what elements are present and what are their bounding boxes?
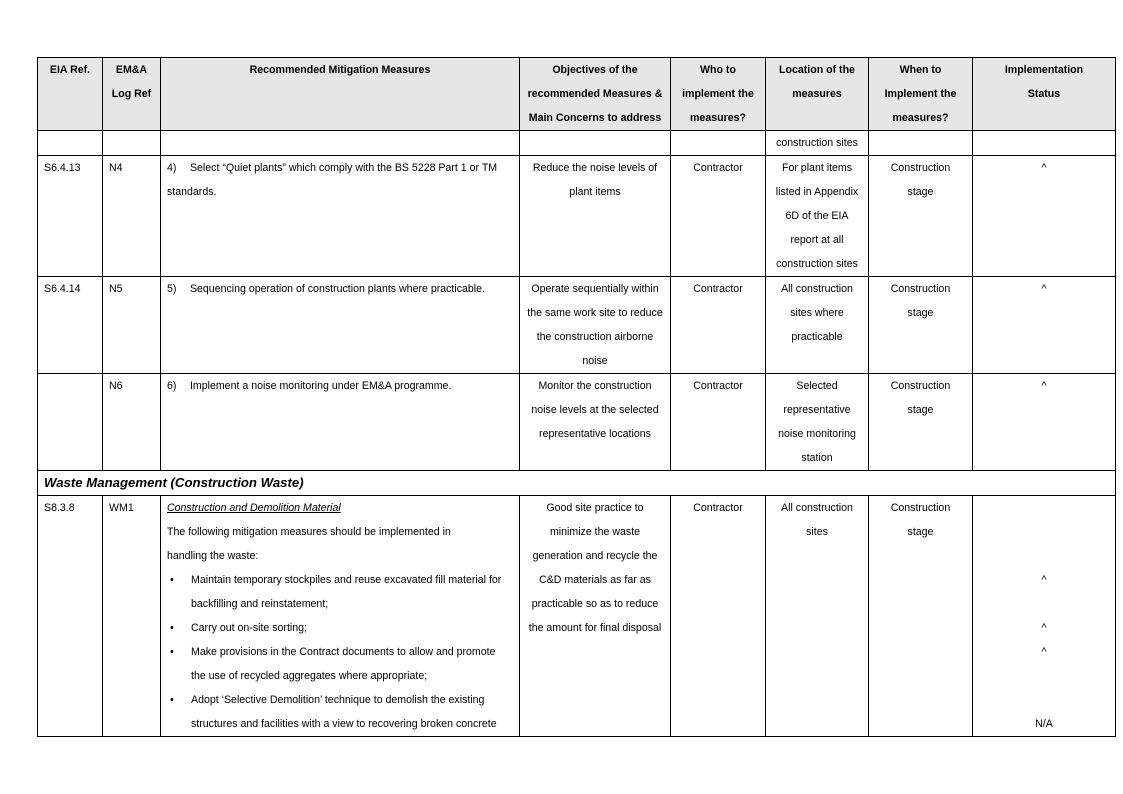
measure-cell: Construction and Demolition Material The following mitigation measures should be implemented in handling the waste: • Maintain temporary stockpiles and reuse excavated fill material for backfilling and reinstatement; • Carry out on-site sorting; • Make provisions in the Contract documents to allow and promote the use of recycled aggregates where appropriate; • Adopt ‘Selective Demolition’ technique to demolish the existing structures and facilities with a view to recovering broken concrete (161, 496, 520, 737)
eia-ref-cell: S6.4.13 (38, 156, 103, 277)
header-who: Who to implement the measures? (671, 58, 766, 131)
table-row (38, 496, 1116, 737)
status-cell: ^ (973, 277, 1116, 374)
table-row (38, 277, 1116, 374)
table-row (38, 131, 1116, 156)
log-ref-cell: N6 (103, 374, 161, 471)
header-row (38, 58, 1116, 131)
list-item: • Carry out on-site sorting; (170, 622, 307, 634)
log-ref-cell: N4 (103, 156, 161, 277)
when-cell: Construction stage (869, 496, 973, 737)
header-ema-log-ref: EM&A Log Ref (103, 58, 161, 131)
header-status: Implementation Status (973, 58, 1116, 131)
eia-ref-cell: S8.3.8 (38, 496, 103, 737)
who-cell: Contractor (671, 496, 766, 737)
eia-ref-cell: S6.4.14 (38, 277, 103, 374)
status-cell: ^ ^ ^ N/A (973, 496, 1116, 737)
who-cell: Contractor (671, 374, 766, 471)
measure-cell: 5) Sequencing operation of construction plants where practicable. (161, 277, 520, 374)
log-ref-cell: N5 (103, 277, 161, 374)
location-cell: For plant items listed in Appendix 6D of the EIA report at all construction sites (766, 156, 869, 277)
header-eia-ref: EIA Ref. (38, 58, 103, 131)
header-when: When to Implement the measures? (869, 58, 973, 131)
status-cell: ^ (973, 374, 1116, 471)
location-cell: Selected representative noise monitoring station (766, 374, 869, 471)
table-row (38, 156, 1116, 277)
header-mitigation-measures: Recommended Mitigation Measures (161, 58, 520, 131)
log-ref-cell: WM1 (103, 496, 161, 737)
status-cell: ^ (973, 156, 1116, 277)
location-cell: construction sites (766, 131, 869, 156)
table-row (38, 374, 1116, 471)
section-row (38, 471, 1116, 496)
who-cell: Contractor (671, 156, 766, 277)
header-objectives: Objectives of the recommended Measures & Main Concerns to address (520, 58, 671, 131)
list-item: • Adopt ‘Selective Demolition’ technique to demolish the existing (170, 694, 485, 706)
objective-cell: Reduce the noise levels of plant items (520, 156, 671, 277)
objective-cell: Operate sequentially within the same work site to reduce the construction airborne noise (520, 277, 671, 374)
header-location: Location of the measures (766, 58, 869, 131)
when-cell: Construction stage (869, 156, 973, 277)
objective-cell: Monitor the construction noise levels at the selected representative locations (520, 374, 671, 471)
mitigation-table (37, 57, 1116, 737)
who-cell: Contractor (671, 277, 766, 374)
eia-ref-cell (38, 374, 103, 471)
location-cell: All construction sites where practicable (766, 277, 869, 374)
objective-cell: Good site practice to minimize the waste generation and recycle the C&D materials as far as practicable so as to reduce the amount for final disposal (520, 496, 671, 737)
location-cell: All construction sites (766, 496, 869, 737)
measure-cell: 6) Implement a noise monitoring under EM&A programme. (161, 374, 520, 471)
section-heading: Waste Management (Construction Waste) (38, 471, 1116, 496)
when-cell: Construction stage (869, 277, 973, 374)
measure-subheading: Construction and Demolition Material (167, 502, 341, 514)
measure-cell: 4) Select “Quiet plants” which comply with the BS 5228 Part 1 or TM standards. (161, 156, 520, 277)
list-item: • Maintain temporary stockpiles and reuse excavated fill material for (170, 574, 502, 586)
list-item: • Make provisions in the Contract documents to allow and promote (170, 646, 496, 658)
when-cell: Construction stage (869, 374, 973, 471)
